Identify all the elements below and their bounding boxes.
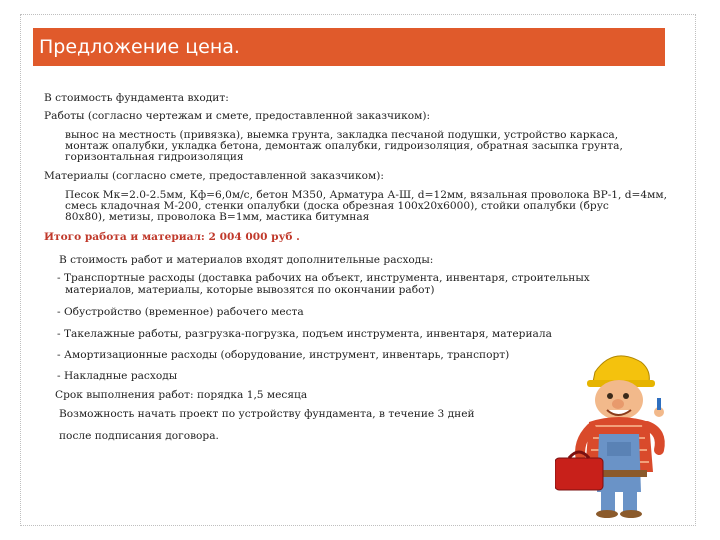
materials-line-3: 80х80), метизы, проволока В=1мм, мастика битумная <box>65 211 370 223</box>
extra-item-2: - Обустройство (временное) рабочего места <box>57 306 304 318</box>
total-line: Итого работа и материал: 2 004 000 руб . <box>44 231 300 243</box>
works-line-3: горизонтальная гидроизоляция <box>65 151 244 163</box>
start-line-1: Возможность начать проект по устройству фундамента, в течение 3 дней <box>59 408 475 420</box>
intro-line: В стоимость фундамента входит: <box>44 92 229 104</box>
slide-title: Предложение цена. <box>33 28 665 66</box>
materials-line-2: смесь кладочная М-200, стенки опалубки (доска обрезная 100х20х6000), стойки опалубки (брус <box>65 200 609 212</box>
works-header: Работы (согласно чертежам и смете, предоставленной заказчиком): <box>44 110 431 122</box>
builder-mascot-icon <box>555 342 685 518</box>
works-line-2: монтаж опалубки, укладка бетона, демонтаж опалубки, гидроизоляция, обратная засыпка грунта, <box>65 140 623 152</box>
materials-line-1: Песок Мк=2.0-2.5мм, Кф=6,0м/с, бетон М350, Арматура А-Ш, d=12мм, вязальная проволока ВР-1, d=4мм, <box>65 189 668 201</box>
term-line: Срок выполнения работ: порядка 1,5 месяца <box>55 389 308 401</box>
extra-item-1a: - Транспортные расходы (доставка рабочих на объект, инструмента, инвентаря, строительных <box>57 272 590 284</box>
works-line-1: вынос на местность (привязка), выемка грунта, закладка песчаной подушки, устройство каркаса, <box>65 129 619 141</box>
materials-header: Материалы (согласно смете, предоставленной заказчиком): <box>44 170 384 182</box>
extra-item-4: - Амортизационные расходы (оборудование, инструмент, инвентарь, транспорт) <box>57 349 510 361</box>
extra-item-1b: материалов, материалы, которые вывозятся по окончании работ) <box>65 284 435 296</box>
start-line-2: после подписания договора. <box>59 430 219 442</box>
extra-item-5: - Накладные расходы <box>57 370 178 382</box>
extra-intro: В стоимость работ и материалов входят дополнительные расходы: <box>59 254 434 266</box>
extra-item-3: - Такелажные работы, разгрузка-погрузка, подъем инструмента, инвентаря, материала <box>57 328 552 340</box>
